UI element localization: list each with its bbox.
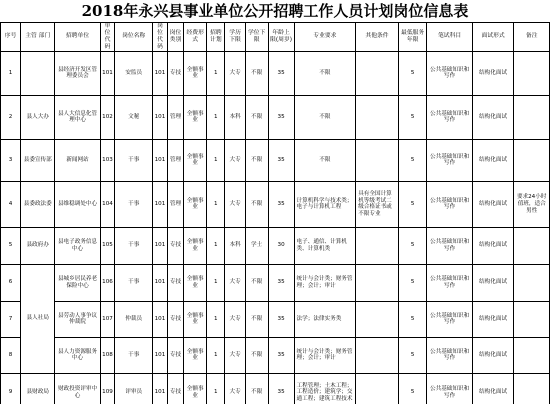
- table-row: [1, 181, 550, 227]
- cell-degree: 学士: [245, 227, 268, 264]
- cell-unit: 县劳动人事争议仲裁院: [55, 301, 100, 337]
- cell-other: [356, 139, 399, 181]
- cell-unit: 县人力资源服务中心: [55, 337, 100, 373]
- cell-degree: 不限: [245, 95, 268, 139]
- cell-education: 大专: [225, 373, 245, 404]
- cell-pos-code: 101: [153, 139, 168, 181]
- table-row: [1, 301, 550, 337]
- cell-position: 干事: [115, 337, 153, 373]
- cell-supervisor: 县财政局: [21, 373, 55, 404]
- header-pos-code: 岗位代码: [153, 23, 168, 52]
- cell-major: 法学；法律实务类: [294, 301, 356, 337]
- cell-interview: 结构化面试: [472, 264, 514, 301]
- cell-supervisor: 县政府办: [21, 227, 55, 264]
- cell-pos-code: 101: [153, 95, 168, 139]
- positions-table: [0, 22, 550, 404]
- cell-education: 大专: [225, 337, 245, 373]
- cell-other: [356, 227, 399, 264]
- cell-remarks: [514, 301, 550, 337]
- cell-education: 大专: [225, 301, 245, 337]
- cell-degree: 不限: [245, 337, 268, 373]
- cell-seq: 5: [1, 227, 21, 264]
- cell-unit-code: 108: [100, 337, 115, 373]
- header-major: 专业要求: [294, 23, 356, 52]
- cell-pos-category: 管理: [167, 181, 183, 227]
- cell-remarks: [514, 51, 550, 95]
- cell-pos-code: 101: [153, 227, 168, 264]
- cell-unit: 县人大信息化管理中心: [55, 95, 100, 139]
- cell-written: 公共基础知识和写作: [427, 139, 472, 181]
- cell-supervisor: 县人大办: [21, 95, 55, 139]
- cell-unit-code: 102: [100, 95, 115, 139]
- cell-pos-code: 101: [153, 337, 168, 373]
- cell-count: 1: [207, 95, 225, 139]
- cell-major: 工程管理；土木工程；工程造价；建筑学；交通工程；建筑工程技术: [294, 373, 356, 404]
- header-pos-category: 岗位类别: [167, 23, 183, 52]
- cell-supervisor: 县委宣传部: [21, 139, 55, 181]
- cell-count: 1: [207, 51, 225, 95]
- cell-remarks: [514, 139, 550, 181]
- cell-count: 1: [207, 373, 225, 404]
- cell-count: 1: [207, 264, 225, 301]
- cell-remarks: [514, 373, 550, 404]
- cell-funding: 全额事业: [184, 301, 207, 337]
- cell-other: [356, 373, 399, 404]
- cell-written: 公共基础知识和写作: [427, 373, 472, 404]
- header-seq: 序号: [1, 23, 21, 52]
- table-row: [1, 264, 550, 301]
- cell-major: 不限: [294, 95, 356, 139]
- cell-service: 5: [398, 51, 427, 95]
- cell-seq: 3: [1, 139, 21, 181]
- cell-written: 公共基础知识和写作: [427, 337, 472, 373]
- cell-pos-code: 101: [153, 51, 168, 95]
- cell-interview: 结构化面试: [472, 337, 514, 373]
- table-row: [1, 95, 550, 139]
- cell-pos-category: 管理: [167, 139, 183, 181]
- cell-funding: 全额事业: [184, 95, 207, 139]
- cell-major: 电子、通信、计算机类、计算机类: [294, 227, 356, 264]
- cell-seq: 6: [1, 264, 21, 301]
- cell-unit: 新闻网站: [55, 139, 100, 181]
- cell-age: 30: [268, 227, 294, 264]
- cell-age: 35: [268, 337, 294, 373]
- cell-seq: 9: [1, 373, 21, 404]
- header-position: 岗位名称: [115, 23, 153, 52]
- cell-supervisor: [21, 51, 55, 95]
- cell-other: [356, 301, 399, 337]
- cell-seq: 1: [1, 51, 21, 95]
- table-row: [1, 373, 550, 404]
- cell-position: 干事: [115, 139, 153, 181]
- header-other: 其他条件: [356, 23, 399, 52]
- cell-written: 公共基础知识和写作: [427, 264, 472, 301]
- header-remarks: 备注: [514, 23, 550, 52]
- cell-supervisor: 县委政法委: [21, 181, 55, 227]
- cell-pos-category: 专技: [167, 337, 183, 373]
- header-supervisor: 主管 部门: [21, 23, 55, 52]
- cell-other: [356, 51, 399, 95]
- cell-unit-code: 106: [100, 264, 115, 301]
- cell-pos-category: 专技: [167, 373, 183, 404]
- cell-unit-code: 105: [100, 227, 115, 264]
- header-interview: 面试形式: [472, 23, 514, 52]
- cell-education: 本科: [225, 95, 245, 139]
- cell-position: 干事: [115, 181, 153, 227]
- cell-unit-code: 103: [100, 139, 115, 181]
- cell-pos-category: 专技: [167, 301, 183, 337]
- cell-count: 1: [207, 139, 225, 181]
- header-degree: 学位下限: [245, 23, 268, 52]
- cell-remarks: [514, 95, 550, 139]
- cell-remarks: [514, 227, 550, 264]
- cell-pos-code: 101: [153, 264, 168, 301]
- cell-age: 35: [268, 373, 294, 404]
- cell-education: 大专: [225, 264, 245, 301]
- cell-written: 公共基础知识和写作: [427, 181, 472, 227]
- cell-funding: 全额事业: [184, 337, 207, 373]
- cell-funding: 全额事业: [184, 227, 207, 264]
- cell-degree: 不限: [245, 51, 268, 95]
- cell-pos-category: 专技: [167, 51, 183, 95]
- cell-count: 1: [207, 301, 225, 337]
- header-unit: 招聘单位: [55, 23, 100, 52]
- header-age: 年龄上限(周岁): [268, 23, 294, 52]
- cell-unit: 县维稳调处中心: [55, 181, 100, 227]
- cell-remarks: 要求24小时值班，适合男性: [514, 181, 550, 227]
- cell-pos-code: 101: [153, 181, 168, 227]
- cell-unit-code: 107: [100, 301, 115, 337]
- table-row: [1, 227, 550, 264]
- cell-remarks: [514, 264, 550, 301]
- cell-supervisor: 县人社局: [21, 264, 55, 373]
- cell-unit-code: 104: [100, 181, 115, 227]
- cell-interview: 结构化面试: [472, 373, 514, 404]
- cell-position: 评审员: [115, 373, 153, 404]
- cell-age: 35: [268, 51, 294, 95]
- cell-age: 35: [268, 301, 294, 337]
- cell-other: [356, 264, 399, 301]
- cell-seq: 7: [1, 301, 21, 337]
- cell-position: 干事: [115, 227, 153, 264]
- cell-seq: 8: [1, 337, 21, 373]
- cell-unit: 县经济开发区管理委员会: [55, 51, 100, 95]
- cell-service: 5: [398, 373, 427, 404]
- cell-written: 公共基础知识和写作: [427, 301, 472, 337]
- cell-interview: 结构化面试: [472, 51, 514, 95]
- cell-position: 干事: [115, 264, 153, 301]
- cell-pos-code: 101: [153, 301, 168, 337]
- cell-interview: 结构化面试: [472, 227, 514, 264]
- cell-count: 1: [207, 337, 225, 373]
- cell-degree: 不限: [245, 264, 268, 301]
- cell-pos-code: 101: [153, 373, 168, 404]
- cell-age: 35: [268, 95, 294, 139]
- cell-written: 公共基础知识和写作: [427, 51, 472, 95]
- cell-age: 35: [268, 181, 294, 227]
- cell-education: 本科: [225, 227, 245, 264]
- cell-funding: 全额事业: [184, 373, 207, 404]
- cell-degree: 不限: [245, 373, 268, 404]
- cell-degree: 不限: [245, 181, 268, 227]
- cell-pos-category: 专技: [167, 264, 183, 301]
- cell-count: 1: [207, 181, 225, 227]
- cell-interview: 结构化面试: [472, 301, 514, 337]
- cell-major: 统计与会计类；财务管理；会计；审计: [294, 264, 356, 301]
- cell-age: 35: [268, 139, 294, 181]
- cell-service: 5: [398, 95, 427, 139]
- cell-service: 5: [398, 301, 427, 337]
- cell-unit-code: 109: [100, 373, 115, 404]
- cell-major: 不限: [294, 139, 356, 181]
- header-unit-code: 单位代码: [100, 23, 115, 52]
- cell-unit: 县电子政务信息中心: [55, 227, 100, 264]
- cell-interview: 结构化面试: [472, 139, 514, 181]
- cell-written: 公共基础知识和写作: [427, 227, 472, 264]
- cell-position: 文秘: [115, 95, 153, 139]
- table-row: [1, 337, 550, 373]
- cell-other: 具有全国计算机等级考试二级合格证书或不限专业: [356, 181, 399, 227]
- table-row: [1, 51, 550, 95]
- cell-age: 35: [268, 264, 294, 301]
- cell-education: 大专: [225, 139, 245, 181]
- cell-service: 5: [398, 181, 427, 227]
- header-service: 最低服务年限: [398, 23, 427, 52]
- cell-seq: 4: [1, 181, 21, 227]
- cell-service: 5: [398, 139, 427, 181]
- cell-degree: 不限: [245, 301, 268, 337]
- cell-pos-category: 专技: [167, 227, 183, 264]
- cell-written: 公共基础知识和写作: [427, 95, 472, 139]
- cell-unit-code: 101: [100, 51, 115, 95]
- cell-other: [356, 337, 399, 373]
- table-row: [1, 139, 550, 181]
- cell-funding: 全额事业: [184, 51, 207, 95]
- cell-service: 5: [398, 264, 427, 301]
- header-row: [1, 23, 550, 52]
- cell-funding: 全额事业: [184, 139, 207, 181]
- cell-interview: 结构化面试: [472, 95, 514, 139]
- cell-position: 安监员: [115, 51, 153, 95]
- cell-service: 5: [398, 227, 427, 264]
- cell-education: 大专: [225, 51, 245, 95]
- header-count: 招聘计划: [207, 23, 225, 52]
- header-written: 笔试科目: [427, 23, 472, 52]
- cell-unit: 县城乡居民养老保险中心: [55, 264, 100, 301]
- cell-major: 计算机科学与技术类；电子与计算机工程: [294, 181, 356, 227]
- cell-degree: 不限: [245, 139, 268, 181]
- cell-education: 大专: [225, 181, 245, 227]
- cell-funding: 全额事业: [184, 181, 207, 227]
- cell-other: [356, 95, 399, 139]
- cell-funding: 全额事业: [184, 264, 207, 301]
- cell-major: 统计与会计类；财务管理；会计；审计: [294, 337, 356, 373]
- cell-unit: 财政投资评审中心: [55, 373, 100, 404]
- header-education: 学历下限: [225, 23, 245, 52]
- header-funding: 经费形式: [184, 23, 207, 52]
- cell-service: 5: [398, 337, 427, 373]
- cell-interview: 结构化面试: [472, 181, 514, 227]
- cell-seq: 2: [1, 95, 21, 139]
- cell-remarks: [514, 337, 550, 373]
- cell-major: 不限: [294, 51, 356, 95]
- cell-count: 1: [207, 227, 225, 264]
- cell-pos-category: 管理: [167, 95, 183, 139]
- document-title: 2018年永兴县事业单位公开招聘工作人员计划岗位信息表: [81, 2, 469, 20]
- cell-position: 仲裁员: [115, 301, 153, 337]
